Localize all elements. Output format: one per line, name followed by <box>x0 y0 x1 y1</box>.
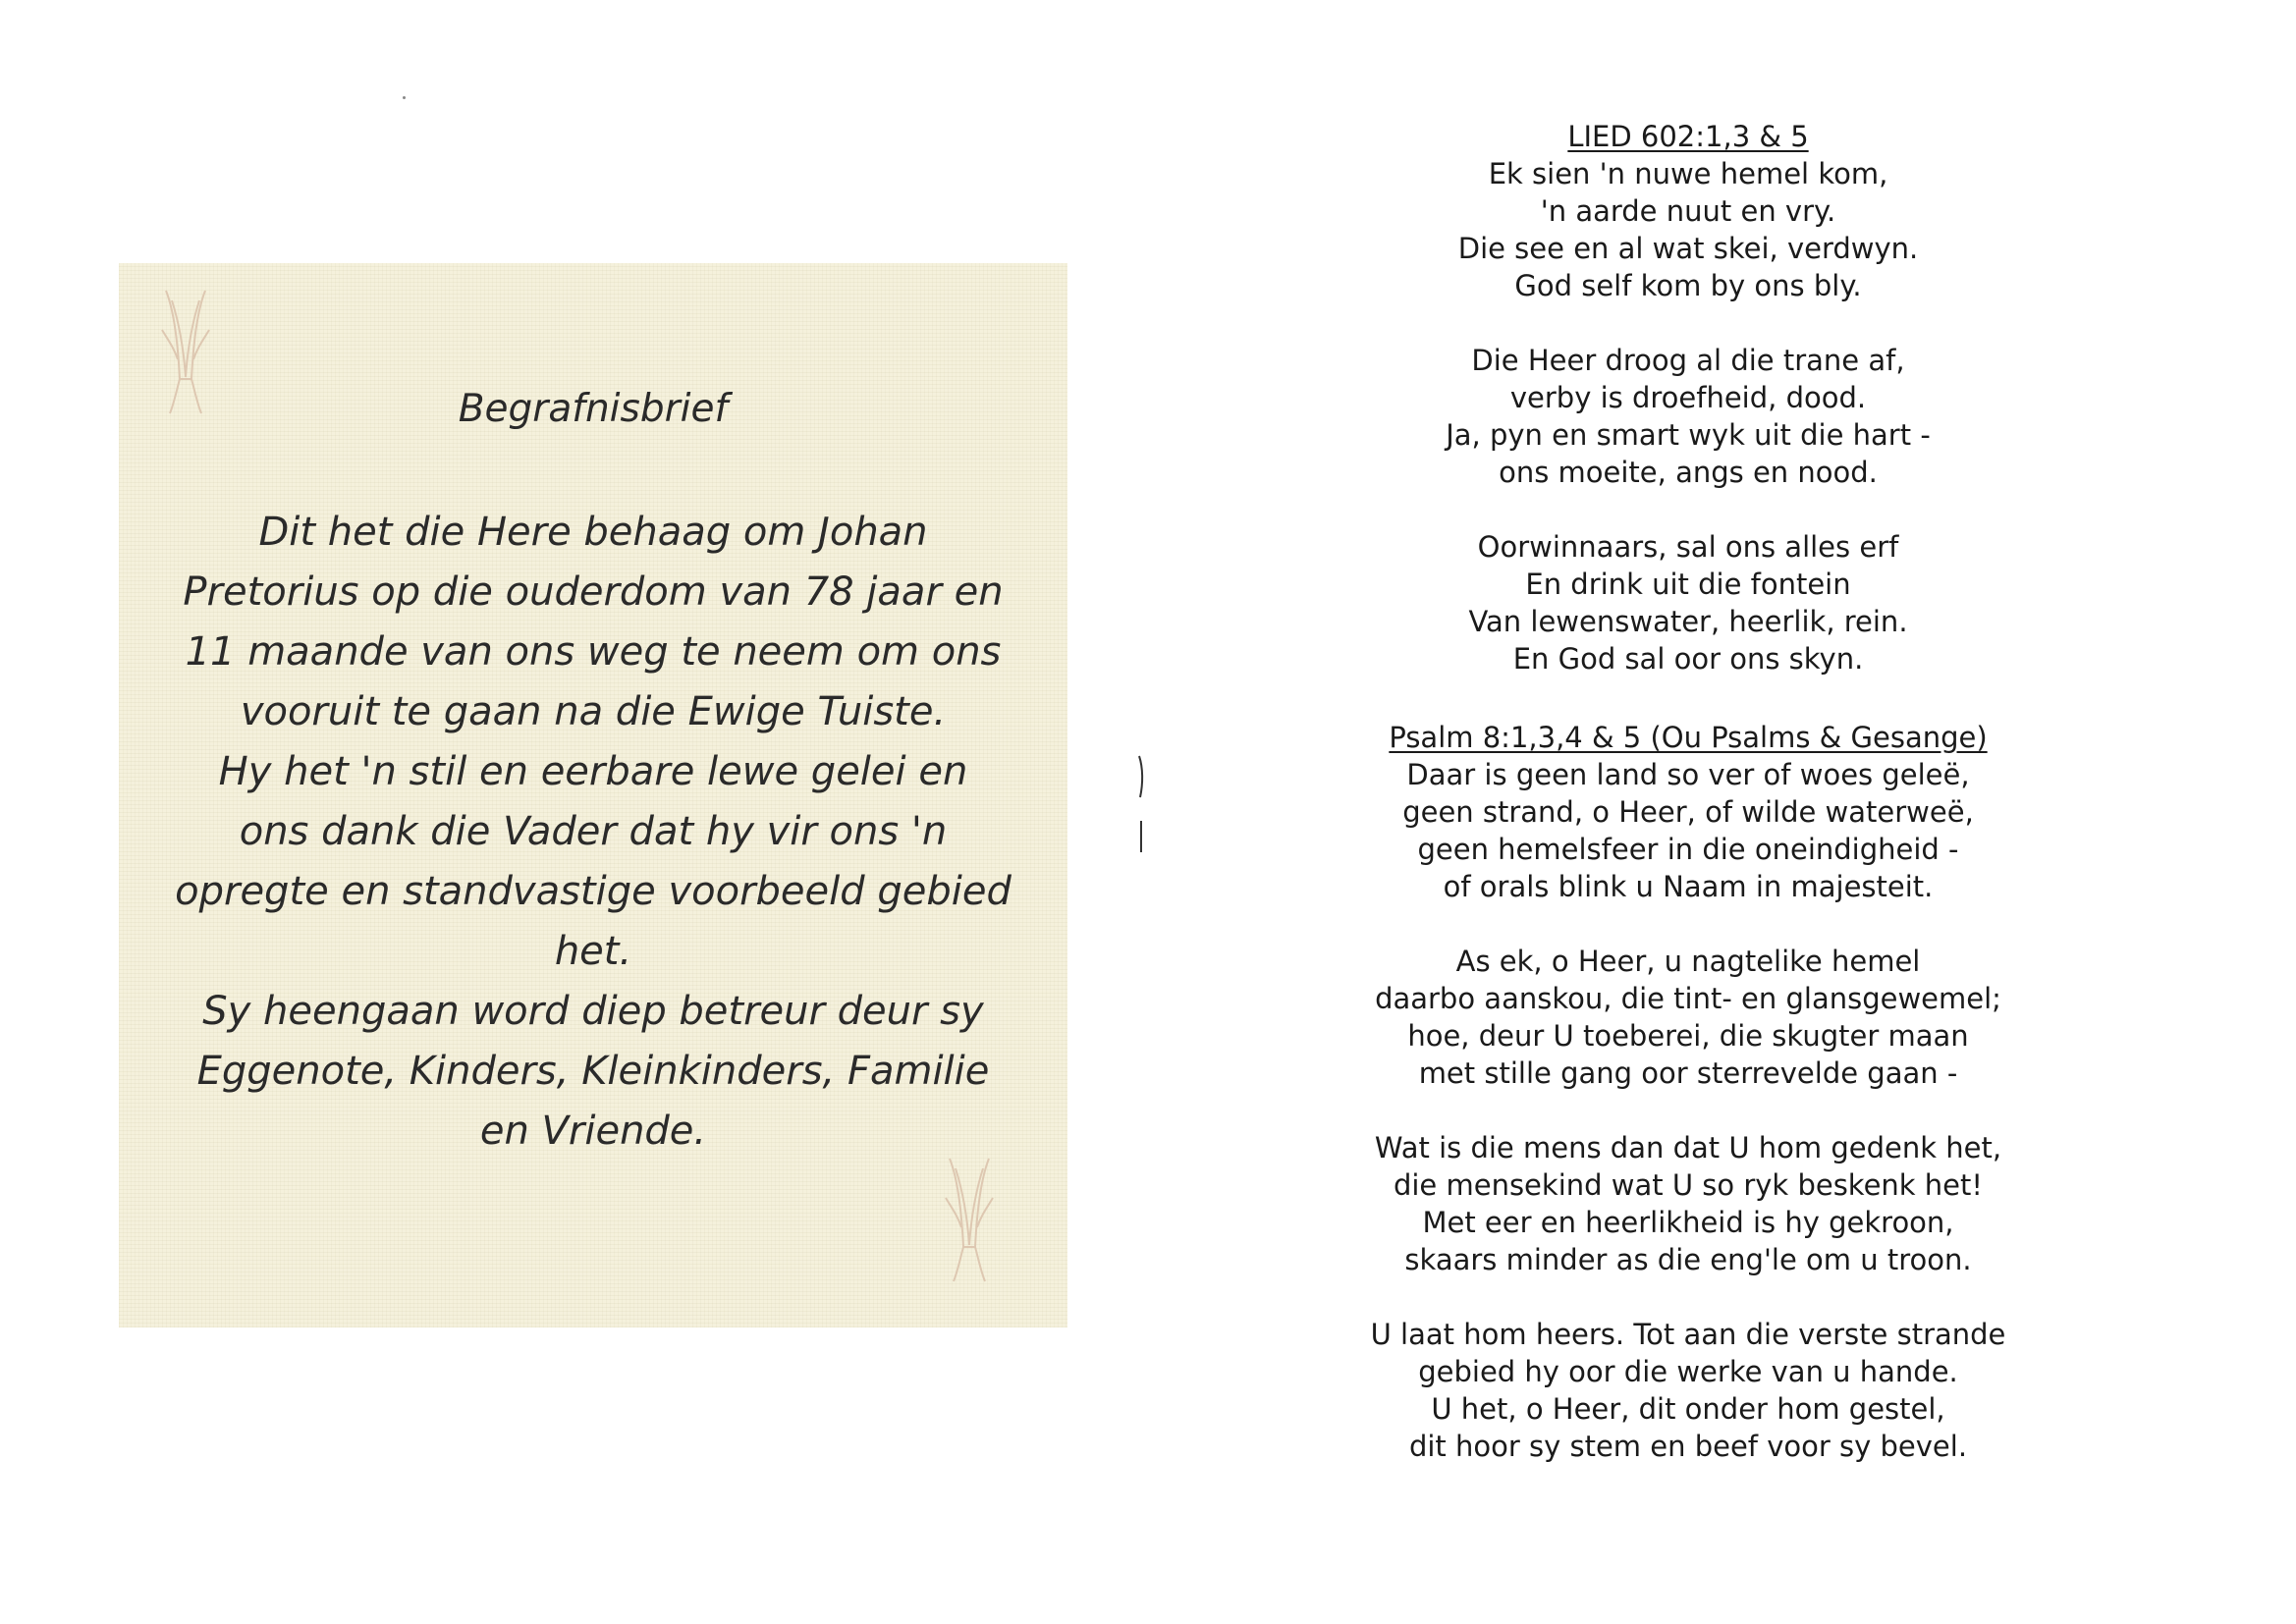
psalm-8-block <box>1315 719 2061 1502</box>
right-page <box>1148 0 2296 1624</box>
verse-line: As ek, o Heer, u nagtelike hemel <box>1455 945 1921 978</box>
verse-line: met stille gang oor sterrevelde gaan - <box>1418 1056 1958 1090</box>
psalm-heading: Psalm 8:1,3,4 & 5 (Ou Psalms & Gesange) <box>1389 721 1988 754</box>
notice-line: Dit het die Here behaag om Johan <box>258 510 928 555</box>
verse-line: Daar is geen land so ver of woes geleë, <box>1406 758 1970 791</box>
lied-602-block <box>1335 118 2042 715</box>
notice-line: Sy heengaan word diep betreur deur sy <box>202 989 984 1034</box>
verse-line: skaars minder as die eng'le om u troon. <box>1404 1243 1972 1276</box>
notice-title: Begrafnisbrief <box>458 387 729 431</box>
verse-line: daarbo aanskou, die tint- en glansgewemel; <box>1375 982 2001 1015</box>
verse-line: die mensekind wat U so ryk beskenk het! <box>1393 1168 1984 1202</box>
lied-stanza-1 <box>1335 155 2042 304</box>
verse-line: Die Heer droog al die trane af, <box>1471 344 1905 377</box>
verse-line: God self kom by ons bly. <box>1514 269 1862 302</box>
notice-line: Pretorius op die ouderdom van 78 jaar en <box>183 569 1004 615</box>
verse-line: U het, o Heer, dit onder hom gestel, <box>1431 1392 1945 1426</box>
verse-line: 'n aarde nuut en vry. <box>1540 194 1836 228</box>
verse-line: geen strand, o Heer, of wilde waterweë, <box>1402 795 1974 829</box>
psalm-stanza-3 <box>1315 1129 2061 1278</box>
notice-line: vooruit te gaan na die Ewige Tuiste. <box>240 689 947 734</box>
psalm-stanza-2 <box>1315 943 2061 1092</box>
verse-line: geen hemelsfeer in die oneindigheid - <box>1417 833 1959 866</box>
scan-speck <box>403 96 406 99</box>
verse-line: Ek sien 'n nuwe hemel kom, <box>1488 157 1888 190</box>
verse-line: dit hoor sy stem en beef voor sy bevel. <box>1408 1430 1968 1463</box>
verse-line: Met eer en heerlikheid is hy gekroon, <box>1422 1206 1954 1239</box>
notice-line: 11 maande van ons weg te neem om ons <box>185 629 1002 675</box>
notice-line: ons dank die Vader dat hy vir ons 'n <box>239 809 948 854</box>
verse-line: gebied hy oor die werke van u hande. <box>1418 1355 1958 1388</box>
praying-hands-icon <box>920 1139 1018 1286</box>
verse-line: U laat hom heers. Tot aan die verste strande <box>1370 1318 2006 1351</box>
fold-marks <box>1135 754 1147 858</box>
notice-line: en Vriende. <box>479 1109 707 1154</box>
verse-line: En drink uit die fontein <box>1525 568 1851 601</box>
verse-line: Oorwinnaars, sal ons alles erf <box>1477 530 1899 564</box>
verse-line: En God sal oor ons skyn. <box>1512 642 1864 676</box>
verse-line: verby is droefheid, dood. <box>1509 381 1867 414</box>
verse-line: Die see en al wat skei, verdwyn. <box>1457 232 1919 265</box>
psalm-stanza-4 <box>1315 1316 2061 1465</box>
verse-line: ons moeite, angs en nood. <box>1499 456 1878 489</box>
notice-line: Eggenote, Kinders, Kleinkinders, Familie <box>196 1049 990 1094</box>
psalm-stanza-1 <box>1315 756 2061 905</box>
notice-body <box>148 503 1038 1162</box>
notice-line: Hy het 'n stil en eerbare lewe gelei en <box>218 749 968 794</box>
lied-stanza-3 <box>1335 528 2042 677</box>
verse-line: Van lewenswater, heerlik, rein. <box>1468 605 1908 638</box>
verse-line: Wat is die mens dan dat U hom gedenk het, <box>1374 1131 2002 1164</box>
notice-line: het. <box>554 929 632 974</box>
lied-stanza-2 <box>1335 342 2042 491</box>
lied-heading: LIED 602:1,3 & 5 <box>1567 120 1809 153</box>
verse-line: hoe, deur U toeberei, die skugter maan <box>1407 1019 1969 1053</box>
funeral-notice-card <box>119 263 1067 1327</box>
notice-line: opregte en standvastige voorbeeld gebied <box>175 869 1011 914</box>
verse-line: of orals blink u Naam in majesteit. <box>1443 870 1934 903</box>
verse-line: Ja, pyn en smart wyk uit die hart - <box>1446 418 1931 452</box>
